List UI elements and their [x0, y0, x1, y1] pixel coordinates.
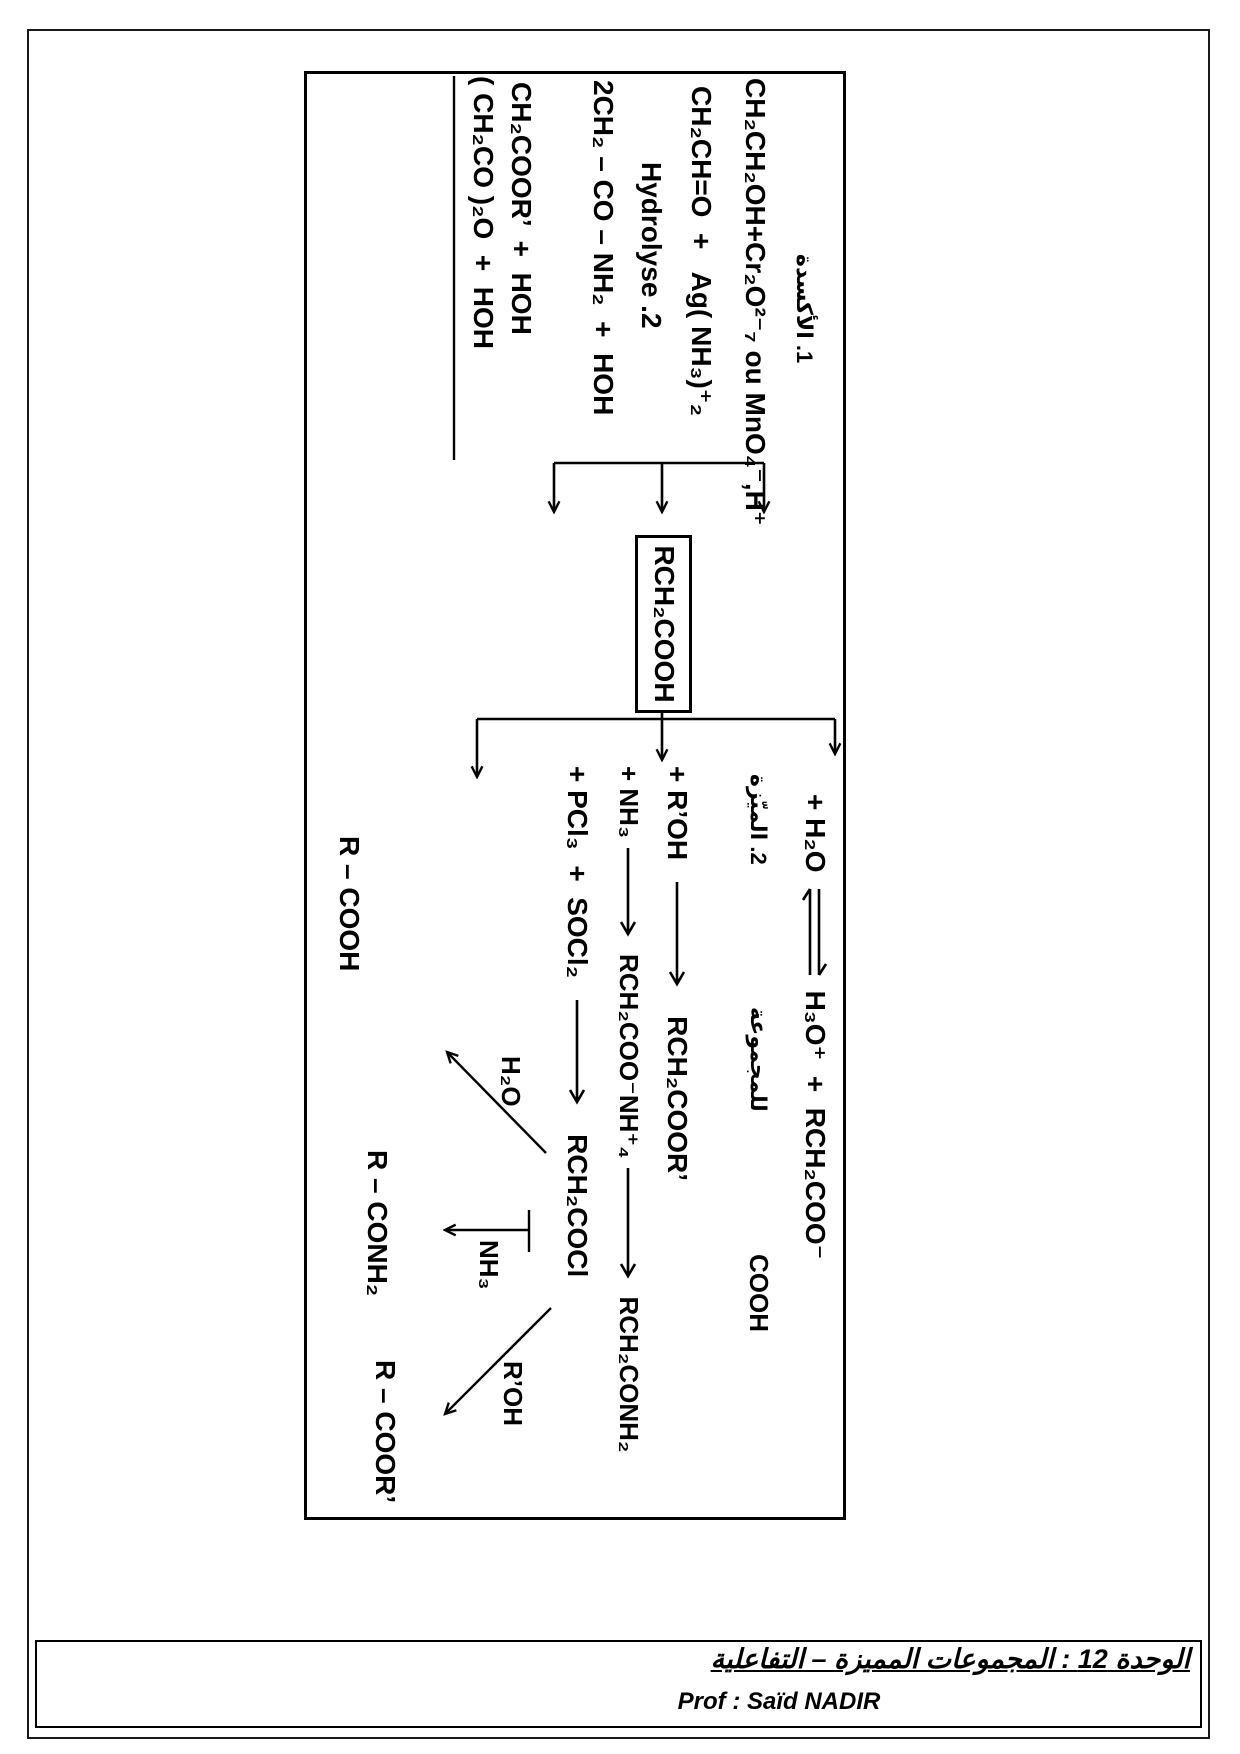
- cooh-heading-formula: COOH: [744, 1254, 774, 1332]
- reagent-row-anhydride: ( CH₂CO )₂O + HOH: [468, 76, 499, 349]
- acid-property-reagent: + H₂O: [800, 794, 831, 873]
- right-arrow-icon: [618, 846, 638, 946]
- author-line: Prof : Saïd NADIR: [677, 1688, 881, 1715]
- right-arrow-icon: [667, 880, 687, 996]
- equilibrium-arrows-icon: [800, 885, 829, 979]
- cooh-heading-word2: للمجموعة: [746, 1006, 772, 1112]
- hydrolysis-section-label: 2. Hydrolyse: [636, 162, 667, 329]
- acid-property-row: [799, 794, 831, 1259]
- hydrolysis-arrow-label: H₂O: [496, 1056, 526, 1107]
- esterification-row: [661, 766, 693, 1181]
- product-ester: R – COOR’: [370, 1360, 401, 1504]
- reagent-row-aldehyde: CH₂CH=O + Ag( NH₃)⁺₂: [686, 86, 717, 417]
- reagent-row-alcohol: CH₂CH₂OH+Cr₂O²⁻₇ ou MnO₄⁻,H⁺: [740, 78, 771, 526]
- cooh-group-heading: [743, 774, 773, 1332]
- ammonium-reagent: + NH₃: [614, 766, 644, 838]
- reagent-row-ester: CH₂COOR’ + HOH: [506, 82, 537, 335]
- ammonium-salt-row: [613, 766, 643, 1452]
- footer-box: [35, 1640, 1202, 1728]
- oxidation-section-label: 1. الأكسدة: [792, 254, 817, 364]
- alcohol-arrow-label: R’OH: [498, 1361, 528, 1426]
- acid-property-products: H₃O⁺ + RCH₂COO⁻: [800, 990, 831, 1260]
- unit-title: الوحدة 12 : المجموعات المميزة – التفاعلية: [710, 1644, 1190, 1674]
- chlorination-reagents: + PCl₃ + SOCl₂: [562, 766, 593, 979]
- product-carboxylic-acid: R – COOH: [334, 836, 365, 972]
- right-arrow-icon: [618, 1166, 638, 1288]
- amide-product: RCH₂CONH₂: [614, 1296, 644, 1453]
- esterification-reagent: + R’OH: [662, 766, 693, 861]
- reagent-row-amide: 2CH₂ – CO – NH₂ + HOH: [588, 80, 619, 416]
- acyl-chloride-row: [561, 766, 593, 1277]
- reaction-diagram-box: [304, 71, 846, 1520]
- product-amide: R – CONH₂: [362, 1150, 393, 1297]
- ammonium-intermediate: RCH₂COO⁻NH⁺₄: [614, 953, 644, 1159]
- cooh-heading-number-word: 2. الميّزة: [746, 774, 772, 865]
- right-arrow-icon: [567, 998, 587, 1114]
- central-compound-box: [635, 535, 692, 713]
- acyl-chloride-product: RCH₂COCl: [562, 1134, 593, 1278]
- esterification-product: RCH₂COOR’: [662, 1016, 693, 1182]
- ammonia-arrow-label: NH₃: [474, 1240, 504, 1290]
- central-compound-formula: RCH₂COOH: [648, 545, 680, 703]
